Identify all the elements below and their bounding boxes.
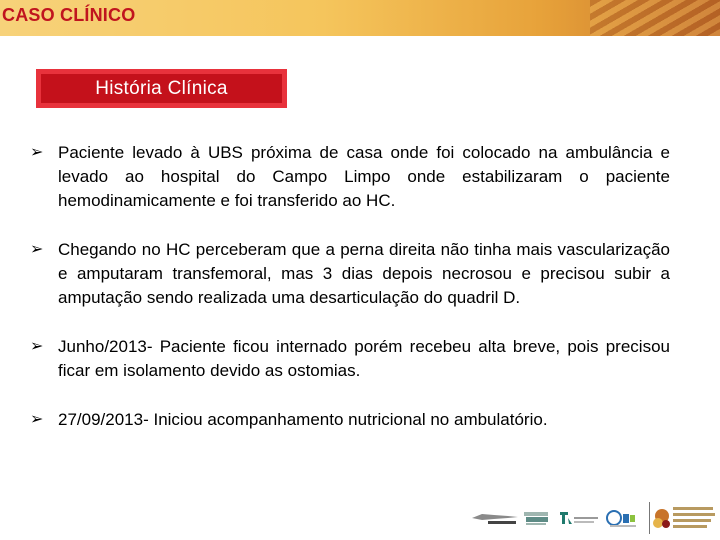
arrow-bullet-icon: ➢: [30, 144, 44, 161]
footer-logos: [468, 502, 720, 534]
page-title: CASO CLÍNICO: [2, 5, 136, 25]
list-item: [30, 335, 670, 383]
bullet-text: Paciente levado à UBS próxima de casa onde foi colocado na ambulância e levado ao hospital do Campo Limpo onde estabilizaram o paciente hemodinamicamente e foi transferido ao HC.: [58, 143, 670, 210]
bullet-text: Junho/2013- Paciente ficou internado porém recebeu alta breve, pois precisou ficar em isolamento devido as ostomias.: [58, 337, 670, 380]
arrow-bullet-icon: ➢: [30, 241, 44, 258]
header-bar: [0, 0, 720, 36]
bullet-text: 27/09/2013- Iniciou acompanhamento nutricional no ambulatório.: [58, 410, 548, 429]
sponsor-logo-2: [524, 512, 548, 525]
sponsor-logo-3: [560, 512, 598, 524]
list-item: [30, 141, 670, 213]
sponsor-logo-hc: [607, 511, 636, 527]
bullet-list: [30, 141, 670, 432]
partner-logos: [468, 502, 720, 534]
arrow-bullet-icon: ➢: [30, 411, 44, 428]
section-label-box: [36, 69, 287, 108]
section-label: História Clínica: [41, 74, 282, 103]
list-item: [30, 408, 670, 432]
sponsor-logo-1: [472, 514, 518, 524]
header-decoration: [590, 0, 720, 36]
list-item: [30, 238, 670, 310]
sponsor-logo-5: [653, 507, 715, 528]
bullet-text: Chegando no HC perceberam que a perna direita não tinha mais vascularização e amputaram transfemoral, mas 3 dias depois necrosou e precisou subir a amputação sendo realizada uma desarticulação do quadril D.: [58, 240, 670, 307]
logo-divider: [649, 502, 650, 534]
arrow-bullet-icon: ➢: [30, 338, 44, 355]
